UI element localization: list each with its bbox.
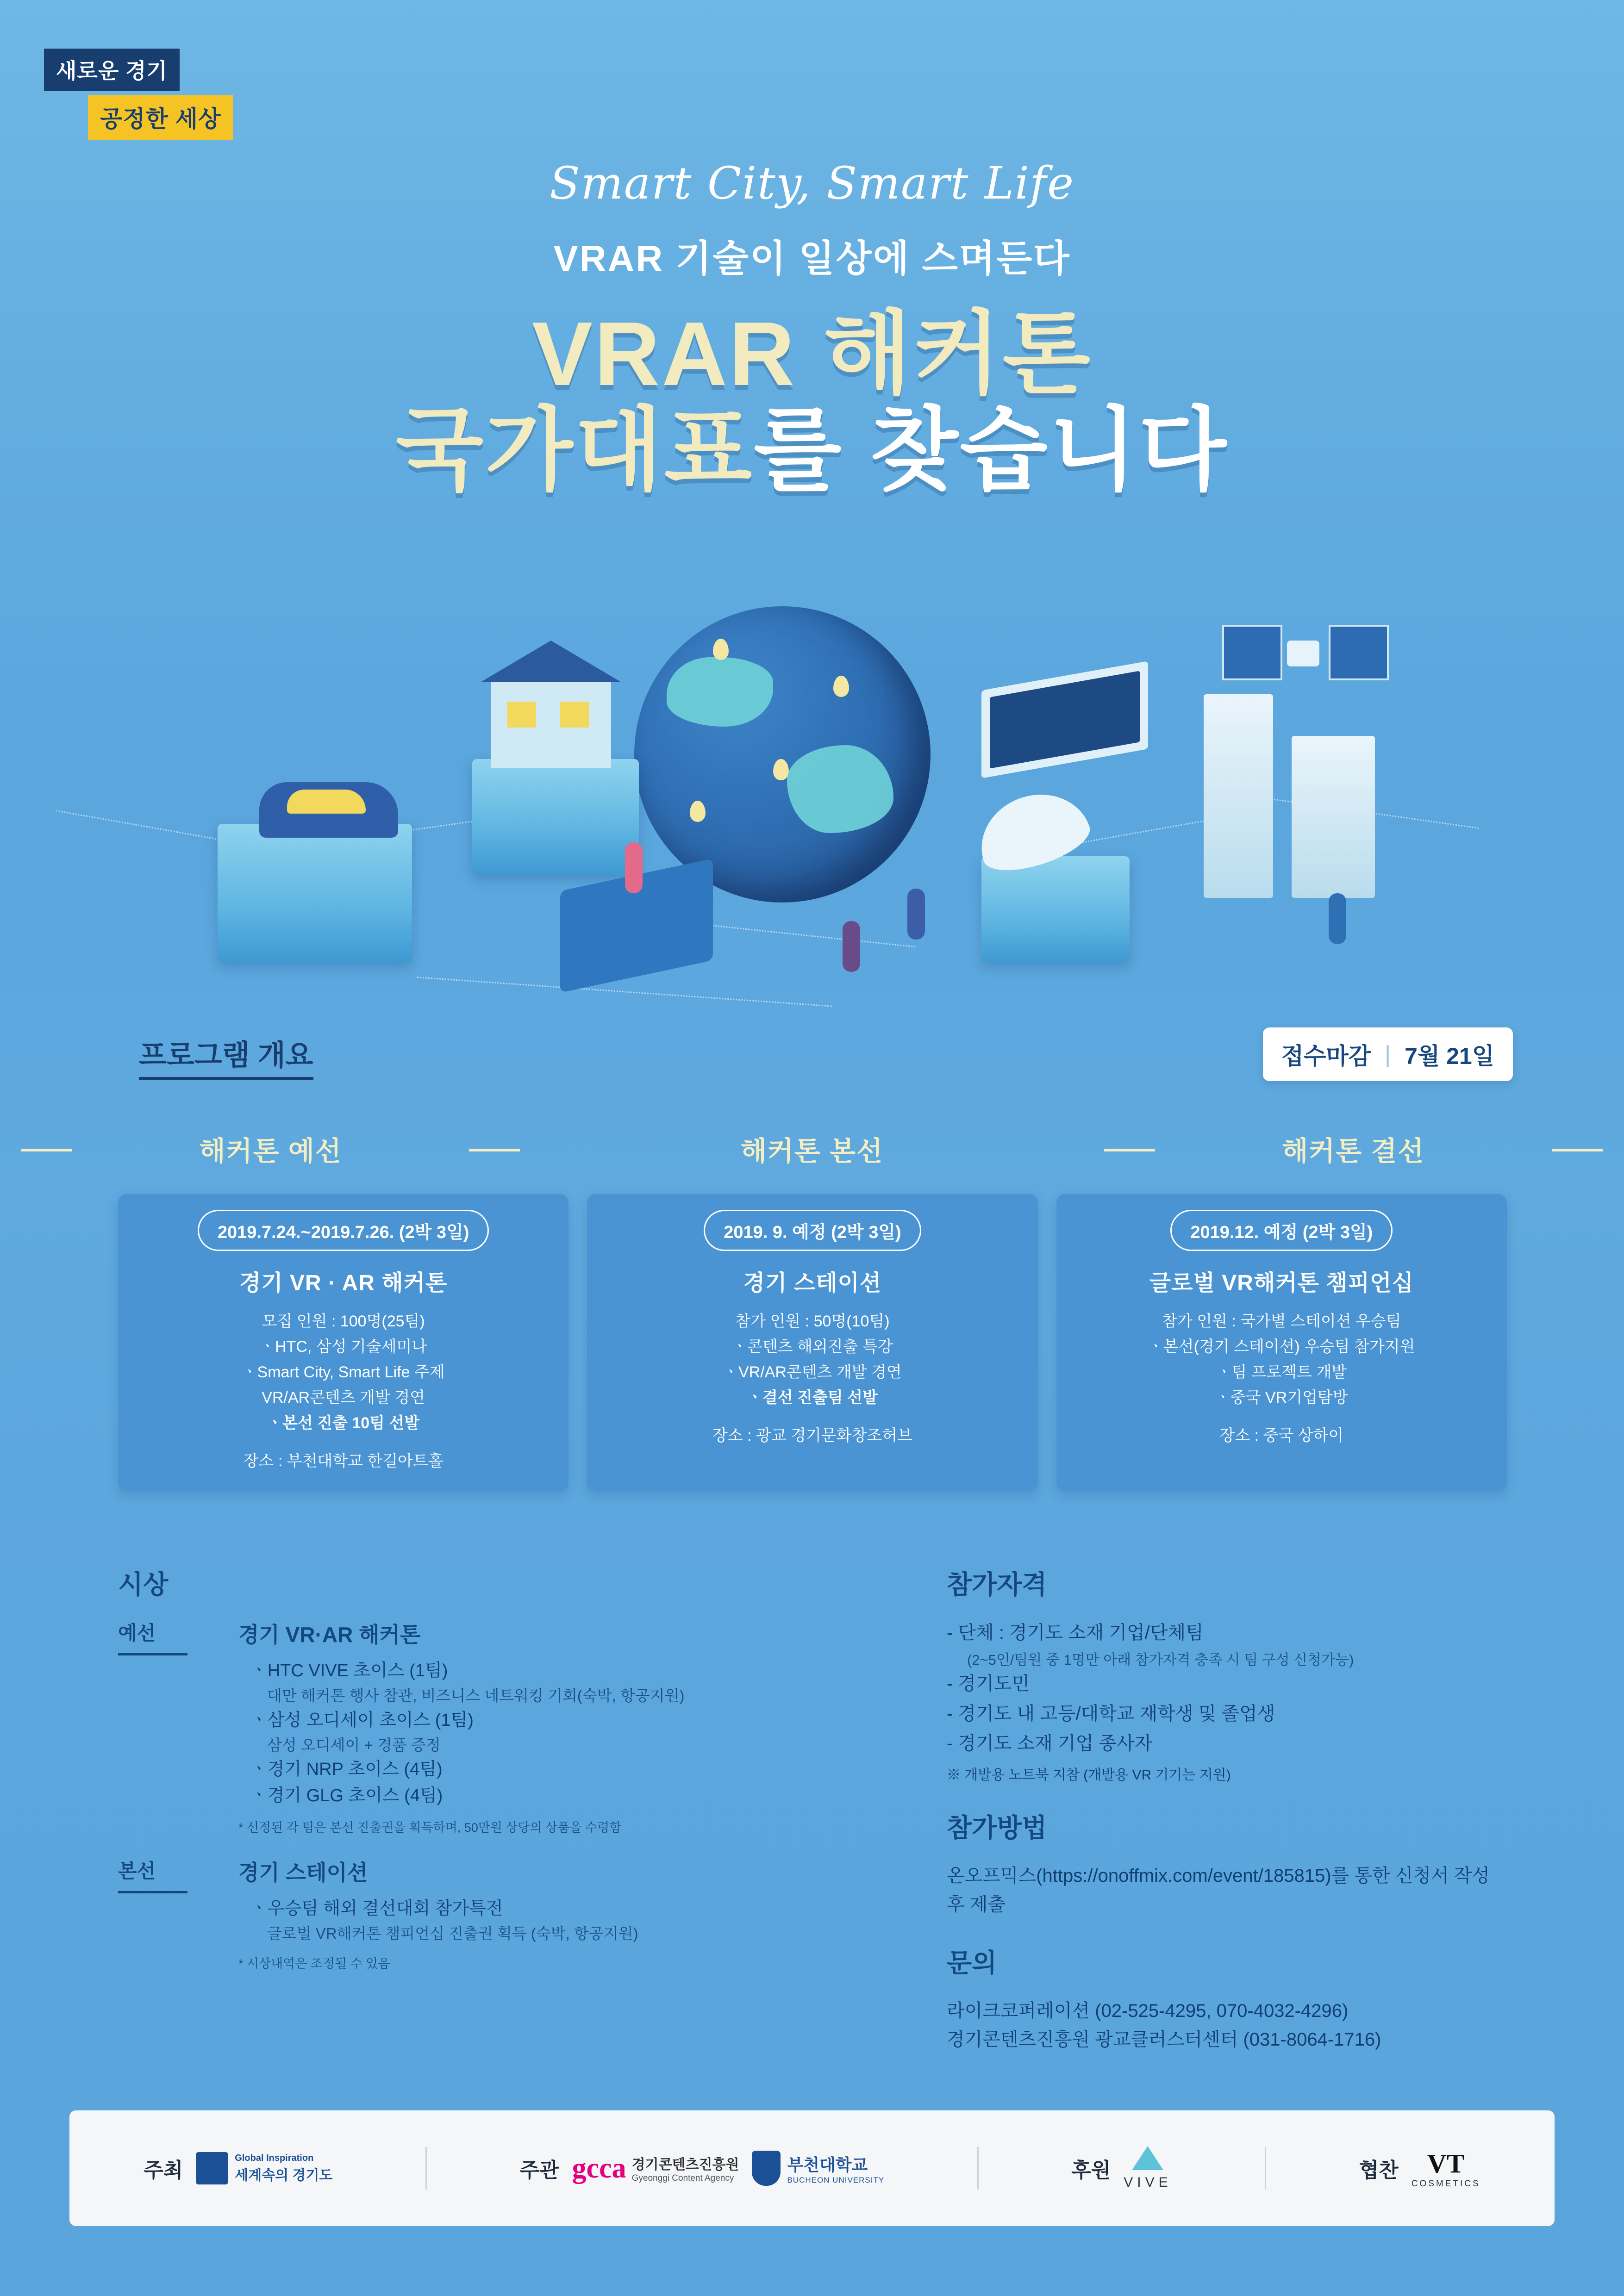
apply-title: 참가방법	[947, 1813, 1047, 1843]
car-icon	[259, 782, 398, 838]
stage-card-final	[1056, 1194, 1507, 1491]
gcca-text-1: 경기콘텐츠진흥원	[631, 2157, 739, 2172]
eligibility-title: 참가자격	[947, 1570, 1047, 1599]
footer-divider-2	[977, 2147, 979, 2190]
gyeonggi-brand-logo	[44, 49, 243, 140]
awards-1-item-1: ㆍHTC VIVE 초이스 (1팀)	[250, 1661, 448, 1680]
awards-body-1	[238, 1618, 914, 1836]
stage-heading-1-text: 해커톤 예선	[199, 1136, 342, 1166]
vive-text: VIVE	[1124, 2175, 1172, 2190]
stage-3-place: 장소 : 중국 상하이	[1219, 1427, 1344, 1445]
footer-organizer	[520, 2151, 885, 2186]
english-tagline: Smart City, Smart Life	[549, 157, 1075, 209]
footer-support	[1071, 2146, 1172, 2190]
vt-cosmetics-logo	[1412, 2148, 1480, 2189]
details-column	[947, 1564, 1507, 2078]
pedestal-car	[218, 824, 412, 963]
host-logo-text-1: Global Inspiration	[235, 2153, 314, 2163]
deadline-date: 7월 21일	[1405, 1043, 1494, 1069]
stage-1-period: 2019.7.24.~2019.7.26. (2박 3일)	[198, 1210, 489, 1251]
deadline-separator: |	[1385, 1041, 1391, 1067]
awards-2-note: * 시상내역은 조정될 수 있음	[238, 1956, 390, 1971]
stage-1-place: 장소 : 부천대학교 한길아트홀	[243, 1452, 443, 1470]
eligibility-note: ※ 개발용 노트북 지참 (개발용 VR 기기는 지원)	[947, 1767, 1231, 1783]
stage-1-line-2: ㆍHTC, 삼성 기술세미나	[260, 1338, 427, 1356]
stage-3-line-1: 참가 인원 : 국가별 스테이션 우승팀	[1162, 1313, 1401, 1330]
eligibility-sub-1: (2~5인/팀원 중 1명만 아래 참가자격 충족 시 팀 구성 신청가능)	[967, 1651, 1354, 1668]
stage-2-line-2: ㆍ콘텐츠 해외진출 특강	[732, 1338, 893, 1356]
info-section	[118, 1564, 1507, 2078]
awards-column	[118, 1564, 914, 2078]
stage-cards	[118, 1194, 1507, 1491]
gcca-mark-icon: gcca	[572, 2152, 626, 2184]
deadline-label: 접수마감	[1281, 1043, 1371, 1069]
awards-tag-1-text: 예선	[118, 1622, 156, 1644]
hero-illustration	[0, 597, 1624, 1088]
title-line-1: VRAR 해커톤	[532, 303, 1092, 404]
stage-1-title: 경기 VR · AR 해커톤	[239, 1271, 448, 1295]
stage-1-line-3: ㆍSmart City, Smart Life 주제	[242, 1363, 445, 1381]
eligibility-item-1: - 단체 : 경기도 소재 기업/단체팀	[947, 1623, 1204, 1643]
stage-1-line-4: VR/AR콘텐츠 개발 경연	[262, 1389, 425, 1407]
contact-line-1: 라이크코퍼레이션 (02-525-4295, 070-4032-4296)	[947, 2001, 1349, 2022]
stage-card-preliminary	[118, 1194, 568, 1491]
stage-2-period: 2019. 9. 예정 (2박 3일)	[704, 1210, 921, 1251]
organizer-label: 주관	[519, 2159, 559, 2182]
stage-1-line-5: ㆍ본선 진출 10팀 선발	[267, 1414, 420, 1432]
awards-tag-2-text: 본선	[118, 1860, 156, 1882]
sponsor-label: 협찬	[1359, 2159, 1399, 2182]
awards-1-title: 경기 VR·AR 해커톤	[238, 1623, 421, 1647]
awards-tag-1	[118, 1618, 238, 1836]
title-line-2-b: 를 찾습니다	[754, 399, 1229, 501]
support-label: 후원	[1071, 2159, 1111, 2182]
title-line-2	[0, 399, 1624, 501]
awards-2-title: 경기 스테이션	[238, 1860, 368, 1885]
stage-heading-3	[1083, 1129, 1624, 1168]
apply-text[interactable]: 온오프믹스(https://onoffmix.com/event/185815)를 통한 신청서 작성 후 제출	[947, 1866, 1490, 1915]
person-icon-2	[907, 889, 925, 940]
brand-line-1: 새로운 경기	[44, 49, 180, 91]
awards-1-item-4: ㆍ경기 GLG 초이스 (4팀)	[250, 1786, 443, 1805]
headline-block	[0, 157, 1624, 501]
pedestal-dish	[981, 856, 1130, 963]
satellite-icon	[1222, 625, 1375, 694]
gyeonggi-mark-icon	[196, 2152, 228, 2184]
eligibility-item-3: - 경기도 내 고등/대학교 재학생 및 졸업생	[947, 1703, 1275, 1724]
building-icon-1	[1204, 694, 1273, 898]
eligibility-item-4: - 경기도 소재 기업 종사자	[947, 1733, 1153, 1754]
awards-group-main	[118, 1856, 914, 1972]
stage-heading-1	[0, 1129, 541, 1168]
stage-3-period: 2019.12. 예정 (2박 3일)	[1170, 1210, 1393, 1251]
stage-card-main	[587, 1194, 1037, 1491]
pedestal-house	[472, 759, 639, 875]
stage-3-line-4: ㆍ중국 VR기업탐방	[1215, 1389, 1348, 1407]
gcca-text-2: Gyeonggi Content Agency	[631, 2173, 734, 2183]
footer-sponsor	[1359, 2148, 1480, 2189]
awards-1-item-3: ㆍ경기 NRP 초이스 (4팀)	[250, 1760, 443, 1779]
footer-divider-1	[425, 2147, 427, 2190]
awards-title: 시상	[118, 1570, 169, 1599]
stage-3-title: 글로벌 VR해커톤 챔피언십	[1149, 1271, 1414, 1295]
host-logo-text-2: 세계속의 경기도	[235, 2167, 333, 2183]
stage-2-title: 경기 스테이션	[743, 1271, 882, 1295]
vive-logo	[1124, 2146, 1172, 2190]
awards-body-2	[238, 1856, 914, 1972]
gyeonggi-province-logo	[196, 2152, 332, 2184]
vive-triangle-icon	[1132, 2146, 1163, 2170]
stage-3-line-2: ㆍ본선(경기 스테이션) 우승팀 참가지원	[1148, 1338, 1415, 1356]
footer-logos	[69, 2110, 1555, 2226]
house-icon	[491, 680, 611, 768]
contact-title: 문의	[947, 1948, 997, 1978]
footer-host	[144, 2152, 332, 2184]
stage-headings	[0, 1129, 1624, 1168]
contact-block	[947, 1943, 1507, 2054]
awards-1-note: * 선정된 각 팀은 본선 진출권을 획득하며, 50만원 상당의 상품을 수령함	[238, 1821, 622, 1835]
university-shield-icon	[752, 2151, 781, 2186]
stage-heading-2	[541, 1129, 1082, 1168]
stage-heading-2-text: 해커톤 본선	[740, 1136, 884, 1166]
footer-divider-3	[1265, 2147, 1266, 2190]
person-icon-3	[843, 921, 860, 972]
stage-3-line-3: ㆍ팀 프로젝트 개발	[1216, 1363, 1347, 1381]
stage-2-line-3: ㆍVR/AR콘텐츠 개발 경연	[723, 1363, 902, 1381]
contact-line-2: 경기콘텐츠진흥원 광교클러스터센터 (031-8064-1716)	[947, 2029, 1381, 2050]
stage-2-line-1: 참가 인원 : 50명(10팀)	[735, 1313, 890, 1330]
awards-1-sub-1: 대만 해커톤 행사 참관, 비즈니스 네트워킹 기회(숙박, 항공지원)	[267, 1687, 685, 1704]
university-name-en: BUCHEON UNIVERSITY	[787, 2175, 885, 2184]
stage-2-place: 장소 : 광교 경기문화창조허브	[712, 1427, 912, 1445]
stage-1-line-1: 모집 인원 : 100명(25팀)	[262, 1313, 425, 1330]
apply-block	[947, 1808, 1507, 1919]
eligibility-item-2: - 경기도민	[947, 1673, 1030, 1694]
awards-2-item-1: ㆍ우승팀 해외 결선대회 참가특전	[250, 1899, 503, 1918]
awards-1-sub-2: 삼성 오디세이 + 경품 증정	[267, 1736, 441, 1754]
university-name-kr: 부천대학교	[787, 2155, 868, 2174]
host-label: 주최	[144, 2159, 183, 2182]
bucheon-university-logo	[752, 2151, 884, 2186]
page-title	[0, 303, 1624, 501]
title-line-2-a: 국가대표	[395, 399, 754, 501]
awards-2-sub-1: 글로벌 VR해커톤 챔피언십 진출권 획득 (숙박, 항공지원)	[267, 1925, 638, 1942]
awards-tag-2	[118, 1856, 238, 1972]
globe-icon	[634, 606, 931, 902]
korean-subtitle: VRAR 기술이 일상에 스며든다	[553, 238, 1071, 279]
stage-heading-3-text: 해커톤 결선	[1282, 1136, 1425, 1166]
deadline-badge	[1263, 1027, 1513, 1081]
person-icon	[625, 842, 643, 893]
gcca-logo	[572, 2152, 739, 2185]
vt-sub-text: COSMETICS	[1411, 2178, 1480, 2189]
building-icon-2	[1292, 736, 1375, 898]
awards-group-preliminary	[118, 1618, 914, 1836]
brand-line-2: 공정한 세상	[88, 95, 233, 140]
program-overview-label: 프로그램 개요	[139, 1032, 313, 1080]
awards-1-item-2: ㆍ삼성 오디세이 초이스 (1팀)	[250, 1710, 474, 1730]
eligibility-block	[947, 1564, 1507, 1784]
vt-text: VT	[1427, 2148, 1465, 2178]
stage-2-line-4: ㆍ결선 진출팀 선발	[747, 1389, 878, 1407]
person-icon-4	[1329, 893, 1346, 944]
